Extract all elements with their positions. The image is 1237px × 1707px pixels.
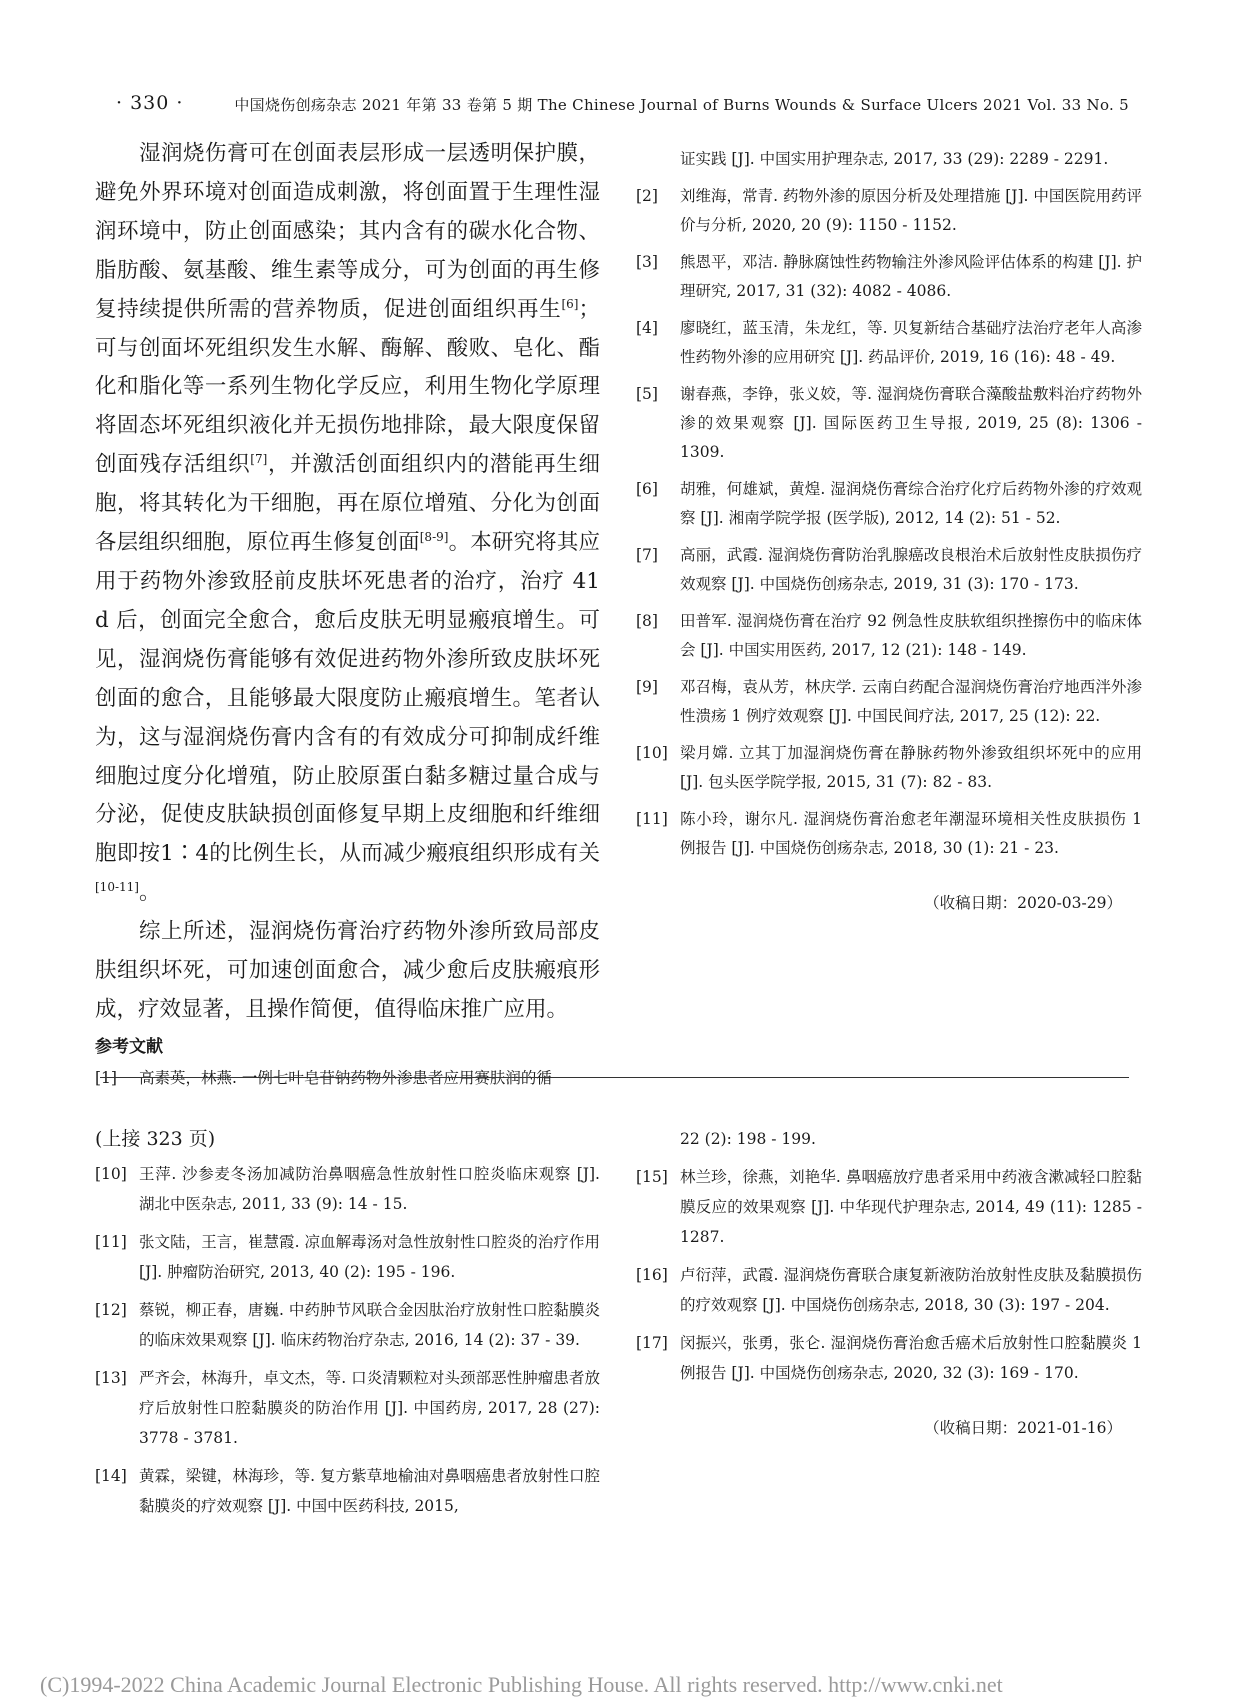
reference-number: [11] bbox=[636, 810, 668, 828]
reference-text: 闵振兴，张勇，张仑. 湿润烧伤膏治愈舌癌术后放射性口腔黏膜炎 1 例报告 [J]. 中国烧伤创疡杂志, 2020, 32 (3): 169 - 170. bbox=[680, 1334, 1142, 1382]
reference-text: 胡雅，何雄斌，黄煌. 湿润烧伤膏综合治疗化疗后药物外渗的疗效观察 [J]. 湘南学院学报 (医学版), 2012, 14 (2): 51 - 52. bbox=[680, 480, 1142, 527]
continued-references-right bbox=[636, 1125, 1142, 1438]
reference-item bbox=[636, 673, 1142, 731]
reference-text: 高丽，武霞. 湿润烧伤膏防治乳腺癌改良根治术后放射性皮肤损伤疗效观察 [J]. 中国烧伤创疡杂志, 2019, 31 (3): 170 - 173. bbox=[680, 546, 1142, 593]
reference-item bbox=[636, 607, 1142, 665]
reference-number: [17] bbox=[636, 1334, 668, 1352]
continued-from-label: (上接 323 页) bbox=[95, 1128, 216, 1150]
reference-item bbox=[95, 1227, 600, 1287]
reference-number: [2] bbox=[636, 187, 658, 205]
reference-number: [3] bbox=[636, 253, 658, 271]
continued-references-left bbox=[95, 1125, 600, 1529]
citation[interactable]: [8-9] bbox=[419, 530, 449, 545]
body-column-left bbox=[95, 135, 600, 1101]
reference-item bbox=[636, 380, 1142, 467]
reference-number: [16] bbox=[636, 1266, 668, 1284]
reference-item bbox=[95, 1064, 600, 1093]
reference-number: [12] bbox=[95, 1301, 127, 1319]
reference-item bbox=[636, 805, 1142, 863]
reference-text: 22 (2): 198 - 199. bbox=[680, 1130, 816, 1148]
reference-number: [10] bbox=[636, 744, 668, 762]
reference-item bbox=[636, 1328, 1142, 1388]
reference-item bbox=[95, 1295, 600, 1355]
reference-item bbox=[636, 145, 1142, 174]
reference-text: 王萍. 沙参麦冬汤加减防治鼻咽癌急性放射性口腔炎临床观察 [J]. 湖北中医杂志, 2011, 33 (9): 14 - 15. bbox=[139, 1165, 600, 1213]
received-date: （收稿日期：2020-03-29） bbox=[924, 894, 1122, 912]
reference-number: [8] bbox=[636, 612, 658, 630]
reference-text: 熊恩平，邓洁. 静脉腐蚀性药物输注外渗风险评估体系的构建 [J]. 护理研究, 2017, 31 (32): 4082 - 4086. bbox=[680, 253, 1142, 300]
reference-item bbox=[636, 475, 1142, 533]
reference-item bbox=[95, 1461, 600, 1521]
reference-text: 卢衍萍，武霞. 湿润烧伤膏联合康复新液防治放射性皮肤及黏膜损伤的疗效观察 [J]. 中国烧伤创疡杂志, 2018, 30 (3): 197 - 204. bbox=[680, 1266, 1142, 1314]
reference-item bbox=[636, 1162, 1142, 1252]
reference-item bbox=[636, 1260, 1142, 1320]
reference-item bbox=[636, 248, 1142, 306]
reference-text: 蔡锐，柳正春，唐巍. 中药肿节风联合金因肽治疗放射性口腔黏膜炎的临床效果观察 [J]. 临床药物治疗杂志, 2016, 14 (2): 37 - 39. bbox=[139, 1301, 600, 1349]
references-column-right bbox=[636, 145, 1142, 913]
citation[interactable]: [6] bbox=[561, 296, 579, 311]
reference-number: [5] bbox=[636, 385, 658, 403]
citation[interactable]: [10-11] bbox=[95, 880, 139, 895]
reference-text: 张文陆，王言，崔慧霞. 凉血解毒汤对急性放射性口腔炎的治疗作用 [J]. 肿瘤防治研究, 2013, 40 (2): 195 - 196. bbox=[139, 1233, 600, 1281]
reference-number: [6] bbox=[636, 480, 658, 498]
reference-text: 梁月嫦. 立其丁加湿润烧伤膏在静脉药物外渗致组织坏死中的应用 [J]. 包头医学院学报, 2015, 31 (7): 82 - 83. bbox=[680, 744, 1142, 791]
body-paragraph-1: 湿润烧伤膏可在创面表层形成一层透明保护膜，避免外界环境对创面造成刺激，将创面置于生理性湿润环境中，防止创面感染；其内含有的碳水化合物、脂肪酸、氨基酸、维生素等成分，可为创面的再生修复持续提供所需的营养物质，促进创面组织再生[6]；可与创面坏死组织发生水解、酶解、酸败、皂化、酯化和脂化等一系列生物化学反应，利用生物化学原理将固态坏死组织液化并无损伤地排除，最大限度保留创面残存活组织[7]，并激活创面组织内的潜能再生细胞，将其转化为干细胞，再在原位增殖、分化为创面各层组织细胞，原位再生修复创面[8-9]。本研究将其应用于药物外渗致胫前皮肤坏死患者的治疗，治疗 41 d 后，创面完全愈合，愈后皮肤无明显瘢痕增生。可见，湿润烧伤膏能够有效促进药物外渗所致皮肤坏死创面的愈合，且能够最大限度防止瘢痕增生。笔者认为，这与湿润烧伤膏内含有的有效成分可抑制成纤维细胞过度分化增殖，防止胶原蛋白黏多糖过量合成与分泌，促使皮肤缺损创面修复早期上皮细胞和纤维细胞即按1∶4的比例生长，从而减少瘢痕组织形成有关[10-11]。 bbox=[95, 141, 600, 906]
reference-text: 严齐会，林海升，卓文杰，等. 口炎清颗粒对头颈部恶性肿瘤患者放疗后放射性口腔黏膜炎的防治作用 [J]. 中国药房, 2017, 28 (27): 3778 - 3781. bbox=[139, 1369, 600, 1447]
reference-item bbox=[636, 541, 1142, 599]
reference-number: [10] bbox=[95, 1165, 127, 1183]
reference-item bbox=[636, 314, 1142, 372]
reference-text: 证实践 [J]. 中国实用护理杂志, 2017, 33 (29): 2289 - 2291. bbox=[680, 150, 1109, 168]
reference-item bbox=[95, 1159, 600, 1219]
page-number: · 330 · bbox=[116, 92, 184, 114]
reference-text: 高素英，林燕. 一例七叶皂苷钠药物外渗患者应用赛肤润的循 bbox=[139, 1068, 552, 1087]
reference-number: [1] bbox=[95, 1068, 117, 1087]
reference-text: 田普军. 湿润烧伤膏在治疗 92 例急性皮肤软组织挫擦伤中的临床体会 [J]. 中国实用医药, 2017, 12 (21): 148 - 149. bbox=[680, 612, 1142, 659]
reference-item bbox=[636, 739, 1142, 797]
reference-item bbox=[95, 1363, 600, 1453]
references-heading: 参考文献 bbox=[95, 1036, 163, 1057]
reference-number: [4] bbox=[636, 319, 658, 337]
reference-text: 刘维海，常青. 药物外渗的原因分析及处理措施 [J]. 中国医院用药评价与分析, 2020, 20 (9): 1150 - 1152. bbox=[680, 187, 1142, 234]
citation[interactable]: [7] bbox=[250, 452, 268, 467]
reference-number: [14] bbox=[95, 1467, 127, 1485]
section-divider bbox=[100, 1077, 1129, 1078]
running-header bbox=[110, 92, 1129, 120]
reference-text: 黄霖，梁键，林海珍，等. 复方紫草地榆油对鼻咽癌患者放射性口腔黏膜炎的疗效观察 [J]. 中国中医药科技, 2015, bbox=[139, 1467, 600, 1515]
reference-number: [15] bbox=[636, 1168, 668, 1186]
reference-item bbox=[636, 182, 1142, 240]
reference-number: [9] bbox=[636, 678, 658, 696]
reference-text: 邓召梅，袁从芳，林庆学. 云南白药配合湿润烧伤膏治疗地西泮外渗性溃疡 1 例疗效观察 [J]. 中国民间疗法, 2017, 25 (12): 22. bbox=[680, 678, 1142, 725]
reference-text: 陈小玲，谢尔凡. 湿润烧伤膏治愈老年潮湿环境相关性皮肤损伤 1 例报告 [J]. 中国烧伤创疡杂志, 2018, 30 (1): 21 - 23. bbox=[680, 810, 1142, 857]
reference-text: 廖晓红，蓝玉清，朱龙红，等. 贝复新结合基础疗法治疗老年人高渗性药物外渗的应用研究 [J]. 药品评价, 2019, 16 (16): 48 - 49. bbox=[680, 319, 1142, 366]
reference-item bbox=[636, 1125, 1142, 1154]
reference-number: [7] bbox=[636, 546, 658, 564]
copyright-footer: (C)1994-2022 China Academic Journal Electronic Publishing House. All rights reserved. http://www.cnki.net bbox=[40, 1672, 1003, 1697]
received-date: （收稿日期：2021-01-16） bbox=[924, 1419, 1122, 1437]
reference-number: [13] bbox=[95, 1369, 127, 1387]
reference-text: 林兰珍，徐燕，刘艳华. 鼻咽癌放疗患者采用中药液含漱减轻口腔黏膜反应的效果观察 [J]. 中华现代护理杂志, 2014, 49 (11): 1285 - 1287. bbox=[680, 1168, 1142, 1246]
body-paragraph-2: 综上所述，湿润烧伤膏治疗药物外渗所致局部皮肤组织坏死，可加速创面愈合，减少愈后皮肤瘢痕形成，疗效显著，且操作简便，值得临床推广应用。 bbox=[95, 919, 600, 1022]
reference-text: 谢春燕，李铮，张义姣，等. 湿润烧伤膏联合藻酸盐敷料治疗药物外渗的效果观察 [J]. 国际医药卫生导报, 2019, 25 (8): 1306 - 1309. bbox=[680, 385, 1142, 461]
reference-number: [11] bbox=[95, 1233, 127, 1251]
journal-title: 中国烧伤创疡杂志 2021 年第 33 卷第 5 期 The Chinese Journal of Burns Wounds & Surface Ulcers 2021 Vol. 33 No. 5 bbox=[234, 96, 1129, 114]
